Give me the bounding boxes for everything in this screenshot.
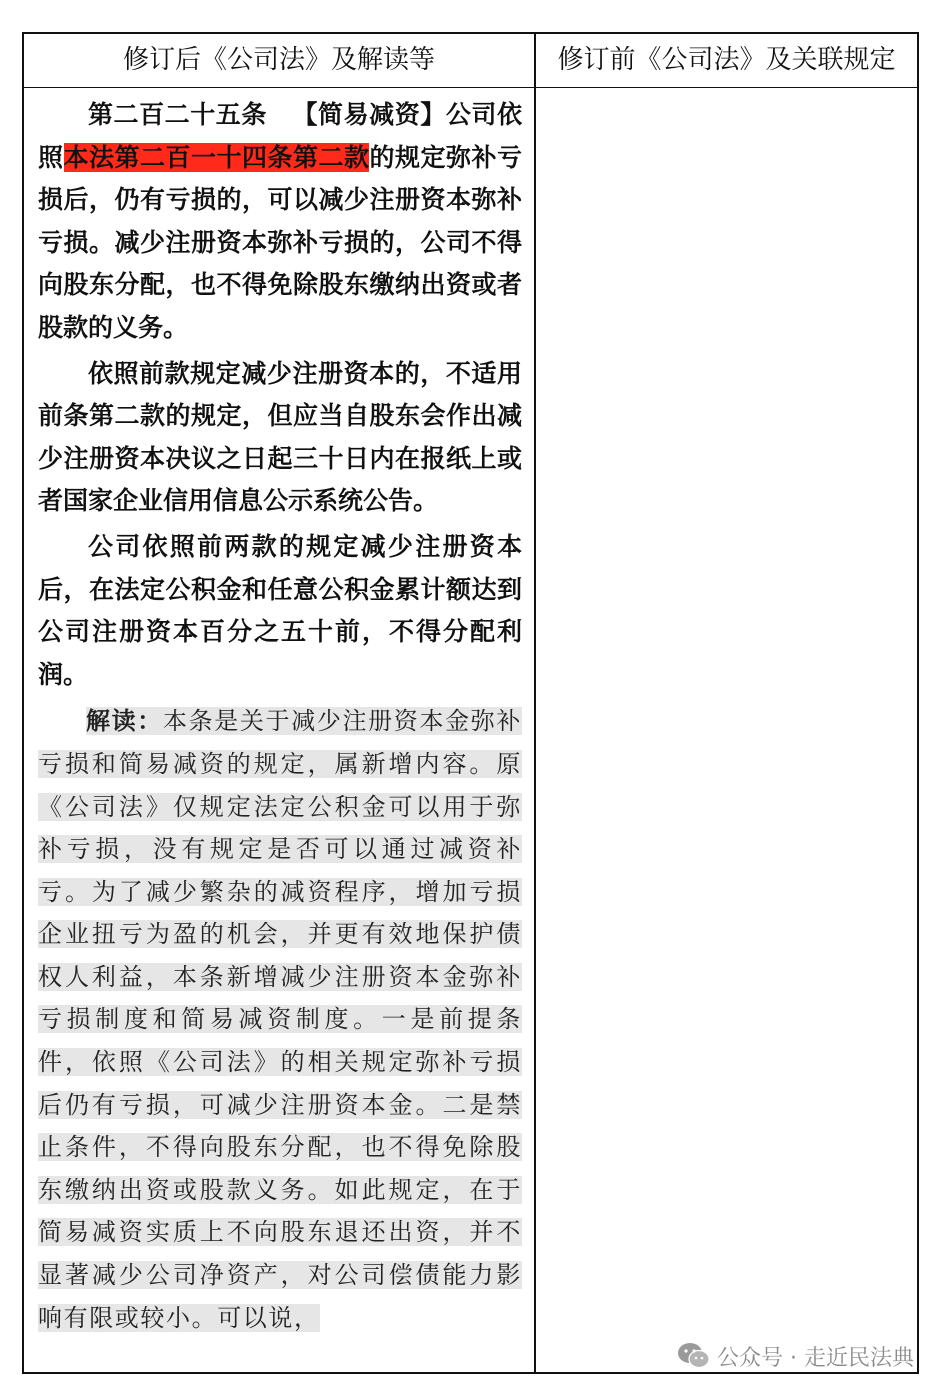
article-text: 公司依照 xyxy=(38,100,522,172)
article-number: 第二百二十五条 xyxy=(88,100,267,129)
header-previous-law: 修订前《公司法》及关联规定 xyxy=(557,45,896,75)
article-paragraph-2: 依照前款规定减少注册资本的，不适用前条第二款的规定，但应当自股东会作出减少注册资本决议之日起三十日内在报纸上或者国家企业信用信息公示系统公告。 xyxy=(38,358,522,516)
highlighted-reference: 本法第二百一十四条第二款 xyxy=(63,142,370,172)
watermark-text: 公众号 · 走近民法典 xyxy=(717,1345,914,1371)
wechat-icon xyxy=(677,1342,711,1370)
table-header-row xyxy=(24,34,917,88)
previous-law-cell xyxy=(536,90,916,1370)
article-title: 【简易减资】 xyxy=(291,100,446,129)
interpretation-paragraph xyxy=(38,700,522,1339)
interpretation-label: 解读： xyxy=(86,706,163,736)
interpretation-text: 本条是关于减少注册资本金弥补亏损和简易减资的规定，属新增内容。原《公司法》仅规定法定公积金可以用于弥补亏损，没有规定是否可以通过减资补亏。为了减少繁杂的减资程序，增加亏损企业扭亏为盈的机会，并更有效地保护债权人利益，本条新增减少注册资本金弥补亏损制度和简易减资制度。一是前提条件，依照《公司法》的相关规定弥补亏损后仍有亏损，可减少注册资本金。二是禁止条件，不得向股东分配，也不得免除股东缴纳出资或股款义务。如此规定，在于简易减资实质上不向股东退还出资，并不显著减少公司净资产，对公司偿债能力影响有限或较小。可以说， xyxy=(38,707,522,1332)
header-revised-law: 修订后《公司法》及解读等 xyxy=(122,45,435,75)
article-text: 的规定弥补亏损后，仍有亏损的，可以减少注册资本弥补亏损。减少注册资本弥补亏损的，公司不得向股东分配，也不得免除股东缴纳出资或者股款的义务。 xyxy=(38,142,522,342)
article-paragraph-1 xyxy=(38,94,522,350)
revised-law-cell xyxy=(38,94,522,1369)
comparison-table xyxy=(22,32,919,1374)
article-paragraph-3: 公司依照前两款的规定减少注册资本后，在法定公积金和任意公积金累计额达到公司注册资本百分之五十前，不得分配利润。 xyxy=(38,531,522,689)
watermark xyxy=(677,1341,914,1371)
